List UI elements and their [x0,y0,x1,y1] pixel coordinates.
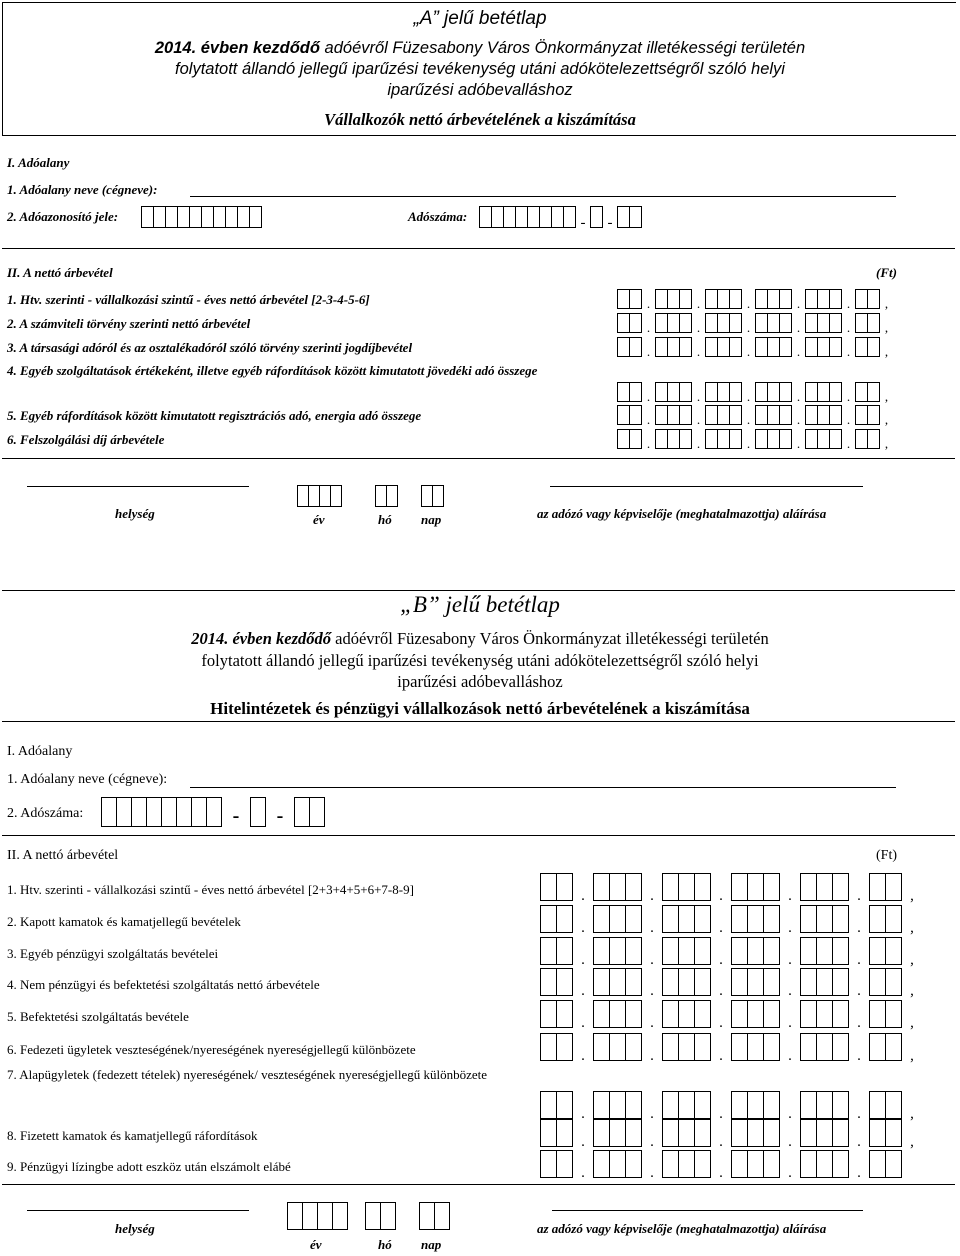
a-place-label: helység [115,506,155,521]
b-row-6-label: 6. Fedezeti ügyletek veszteségének/nyereségének nyereségjellegű különbözete [7,1042,416,1057]
a-month-cells[interactable] [375,485,398,507]
a-month-label: hó [378,512,392,527]
a-row-5-amount[interactable]: . . . . . , [617,405,893,425]
b-row-5-label: 5. Befektetési szolgáltatás bevétele [7,1009,189,1024]
b-intro-line2: folytatott állandó jellegű iparűzési tevékenység utáni adókötelezettségről szóló helyi [201,650,759,670]
b-signature-line[interactable] [552,1210,863,1211]
b-place-line[interactable] [27,1210,249,1211]
b-year-cells[interactable] [287,1202,348,1230]
b-name-field[interactable] [190,773,896,788]
b-day-cells[interactable] [419,1202,450,1230]
b-intro-rest: adóévről Füzesabony Város Önkormányzat illetékességi területén [331,629,769,648]
b-unit-label: (Ft) [876,848,897,863]
a-taxid-cells[interactable] [141,206,262,228]
b-row-4-label: 4. Nem pénzügyi és befektetési szolgáltatás nettó árbevétele [7,977,320,992]
b-row-7-amount[interactable]: . . . . . , [540,1091,922,1119]
a-row-6-amount[interactable]: . . . . . , [617,429,893,449]
a-intro-line2: folytatott állandó jellegű iparűzési tevékenység utáni adókötelezettségről szóló helyi [175,60,785,78]
a-name-label: 1. Adóalany neve (cégneve): [7,182,158,197]
b-name-label: 1. Adóalany neve (cégneve): [7,772,168,787]
a-name-field[interactable] [190,182,896,197]
a-section1-heading: I. Adóalany [7,155,70,170]
b-row-2-label: 2. Kapott kamatok és kamatjellegű bevételek [7,914,241,929]
a-row-1-label: 1. Htv. szerinti - vállalkozási szintű - éves nettó árbevétel [2-3-4-5-6] [7,292,370,307]
b-taxnum-cells[interactable]: - - [101,797,325,827]
b-place-label: helység [115,1221,155,1236]
a-day-cells[interactable] [421,485,444,507]
b-row-1-amount[interactable]: . . . . . , [540,873,922,901]
b-row-7-label: 7. Alapügyletek (fedezett tételek) nyereségének/ veszteségének nyereségjellegű különbözete [7,1067,488,1082]
a-taxid-label: 2. Adóazonosító jele: [7,209,119,224]
a-row-4-amount[interactable]: . . . . . , [617,382,893,402]
a-row-1-amount[interactable]: . . . . . , [617,289,893,309]
b-intro-year: 2014. évben kezdődő [191,629,332,648]
a-row-4-label: 4. Egyéb szolgáltatások értékeként, illetve egyéb ráfordítások között kimutatott jövedéki adó összege [7,363,538,378]
a-row-3-label: 3. A társasági adóról és az osztalékadóról szóló törvény szerinti jogdíjbevétel [7,340,413,355]
b-subtitle: Hitelintézetek és pénzügyi vállalkozások nettó árbevételének a kiszámítása [210,699,750,718]
a-row-2-amount[interactable]: . . . . . , [617,313,893,333]
a-intro-line3: iparűzési adóbevalláshoz [387,81,573,99]
a-divider-2 [2,458,955,459]
b-row-2-amount[interactable]: . . . . . , [540,905,922,933]
b-row-9-amount[interactable]: . . . . . [540,1150,902,1178]
b-section1-heading: I. Adóalany [7,744,73,759]
a-intro-rest: adóévről Füzesabony Város Önkormányzat illetékességi területén [319,39,806,57]
a-intro-year: 2014. évben kezdődő [154,39,320,57]
b-divider-1 [2,835,955,836]
a-place-line[interactable] [27,486,249,487]
a-signature-line[interactable] [550,486,863,487]
a-day-label: nap [421,512,442,527]
b-row-4-amount[interactable]: . . . . . , [540,968,922,996]
b-divider-2 [2,1184,955,1185]
b-row-3-label: 3. Egyéb pénzügyi szolgáltatás bevételei [7,946,219,961]
a-divider-1 [2,248,955,249]
a-taxnum-label: Adószáma: [408,209,468,224]
b-row-1-label: 1. Htv. szerinti - vállalkozási szintű - éves nettó árbevétel [2+3+4+5+6+7-8-9] [7,882,414,897]
a-row-5-label: 5. Egyéb ráfordítások között kimutatott regisztrációs adó, energia adó összege [7,408,422,423]
b-year-label: év [310,1237,322,1252]
a-row-3-amount[interactable]: . . . . . , [617,337,893,357]
b-row-5-amount[interactable]: . . . . . , [540,1000,922,1028]
a-subtitle: Vállalkozók nettó árbevételének a kiszámítása [324,110,636,129]
b-row-8-label: 8. Fizetett kamatok és kamatjellegű ráfordítások [7,1128,258,1143]
b-signature-label: az adózó vagy képviselője (meghatalmazottja) aláírása [537,1221,827,1236]
a-year-cells[interactable] [297,485,342,507]
a-row-6-label: 6. Felszolgálási díj árbevétele [7,432,165,447]
b-row-6-amount[interactable]: . . . . . , [540,1033,922,1061]
b-row-9-label: 9. Pénzügyi lízingbe adott eszköz után elszámolt elábé [7,1159,291,1174]
b-taxnum-label: 2. Adószáma: [7,806,84,821]
a-unit-label: (Ft) [876,265,897,280]
b-row-3-amount[interactable]: . . . . . , [540,937,922,965]
b-intro-line3: iparűzési adóbevalláshoz [397,672,563,691]
b-title: „B” jelű betétlap [400,592,560,617]
b-month-cells[interactable] [365,1202,396,1230]
a-row-2-label: 2. A számviteli törvény szerinti nettó árbevétel [7,316,251,331]
b-day-label: nap [421,1237,442,1252]
a-signature-label: az adózó vagy képviselője (meghatalmazottja) aláírása [537,506,827,521]
b-row-8-amount[interactable]: . . . . . , [540,1119,922,1147]
b-section2-heading: II. A nettó árbevétel [7,848,119,863]
a-title: „A” jelű betétlap [413,8,547,29]
a-year-label: év [313,512,325,527]
b-intro [0,628,960,693]
a-intro [0,38,960,101]
b-month-label: hó [378,1237,392,1252]
a-taxnum-cells[interactable]: - - [479,206,642,228]
a-section2-heading: II. A nettó árbevétel [7,265,113,280]
